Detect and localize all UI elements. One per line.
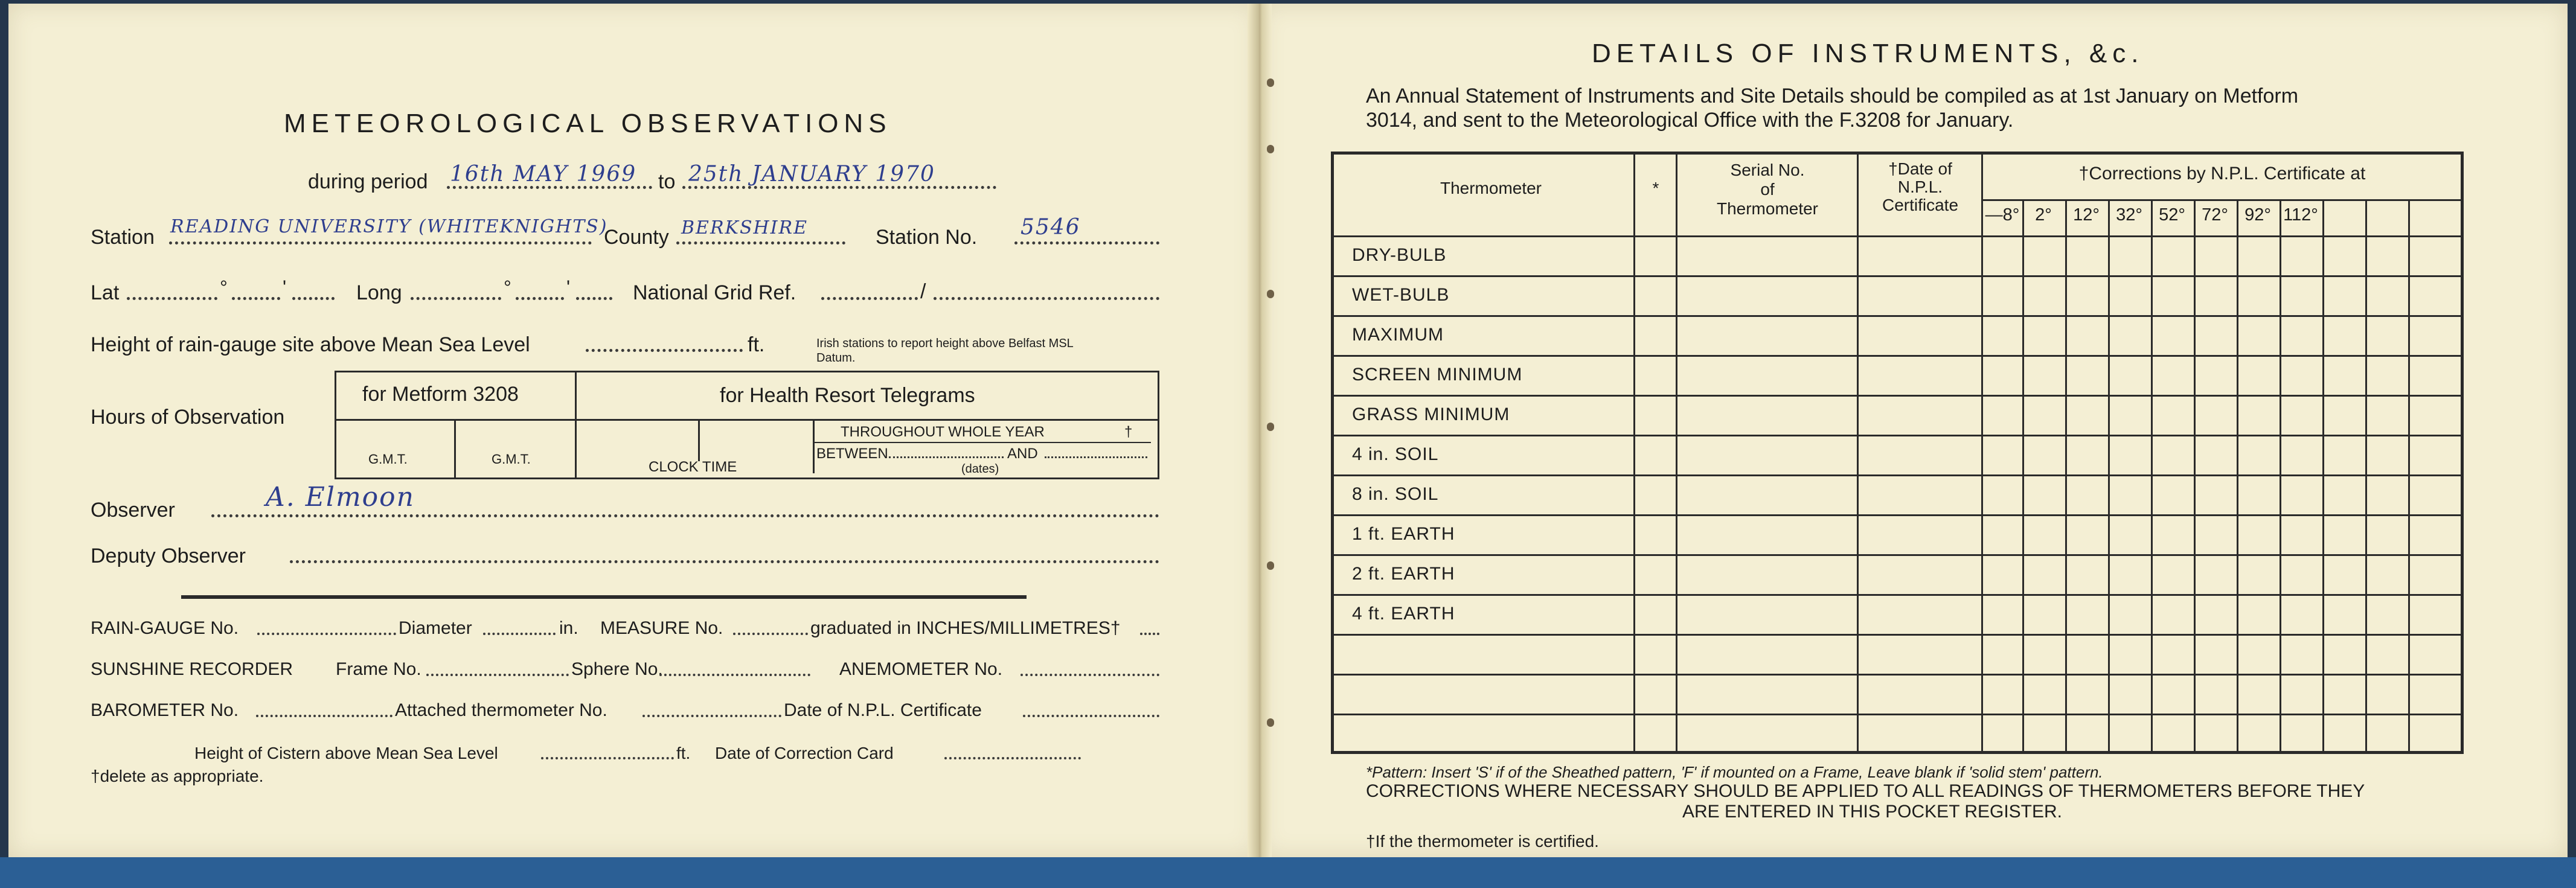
grid-ref-slash: / xyxy=(920,280,926,303)
period-from-value: 16th MAY 1969 xyxy=(450,162,637,187)
clock-time-label: CLOCK TIME xyxy=(649,459,737,475)
table-row xyxy=(1334,674,2461,676)
period-label: during period xyxy=(308,170,428,193)
npl-date-header-line-1: †Date of xyxy=(1888,159,1952,178)
table-row xyxy=(1334,474,2461,476)
npl-date-header-line-3: Certificate xyxy=(1882,196,1959,214)
corrections-header-divider xyxy=(1981,199,2461,201)
long-minute-mark: ' xyxy=(566,276,571,298)
temp-32: 32° xyxy=(2116,205,2142,225)
diameter-unit: in. xyxy=(559,618,578,638)
left-page-title: METEOROLOGICAL OBSERVATIONS xyxy=(284,109,892,138)
deputy-line xyxy=(290,560,1159,563)
binding-stitch xyxy=(1267,290,1274,298)
temp-2: 2° xyxy=(2035,205,2052,225)
row-label-8in-soil: 8 in. SOIL xyxy=(1352,484,1439,504)
rain-gauge-label: RAIN-GAUGE No. xyxy=(91,618,239,638)
height-label: Height of rain-gauge site above Mean Sea Level xyxy=(91,333,530,356)
diameter-line xyxy=(483,633,556,635)
sphere-no-line xyxy=(659,674,810,676)
anemometer-label: ANEMOMETER No. xyxy=(839,659,1003,679)
measure-label: MEASURE No. xyxy=(600,618,723,638)
row-label-maximum: MAXIMUM xyxy=(1352,325,1444,345)
row-label-grass-minimum: GRASS MINIMUM xyxy=(1352,404,1510,424)
col-divider xyxy=(1633,155,1635,751)
table-row xyxy=(1334,435,2461,436)
frame-no-line xyxy=(426,674,569,676)
binding-stitch xyxy=(1267,561,1274,570)
station-no-line xyxy=(1014,241,1159,244)
county-value: BERKSHIRE xyxy=(681,217,808,238)
between-label: BETWEEN xyxy=(816,446,888,462)
col-divider xyxy=(1981,155,1983,751)
table-row xyxy=(1334,714,2461,715)
pattern-note: *Pattern: Insert 'S' if of the Sheathed pattern, 'F' if mounted on a Frame, Leave blank if 'solid stem' pattern. xyxy=(1366,763,2103,781)
table-row xyxy=(1334,315,2461,317)
cistern-ft-unit: ft. xyxy=(676,744,691,762)
certified-note: †If the thermometer is certified. xyxy=(1366,832,1599,851)
binding-stitch xyxy=(1267,145,1274,153)
table-row xyxy=(1334,235,2461,237)
rain-gauge-line xyxy=(257,633,396,635)
binding-stitch xyxy=(1267,718,1274,727)
intro-line-1: An Annual Statement of Instruments and Site Details should be compiled as at 1st January on Metform xyxy=(1366,85,2299,107)
station-value: READING UNIVERSITY (WHITEKNIGHTS) xyxy=(170,216,608,237)
height-line xyxy=(586,349,743,352)
period-to-label: to xyxy=(658,170,676,193)
gmt-label-2: G.M.T. xyxy=(492,452,531,467)
graduated-label: graduated in INCHES/MILLIMETRES† xyxy=(810,618,1121,638)
row-label-wet-bulb: WET-BULB xyxy=(1352,285,1450,305)
sphere-no-label: Sphere No. xyxy=(571,659,663,679)
observer-label: Observer xyxy=(91,499,175,522)
throughout-divider xyxy=(813,419,815,473)
delete-note: †delete as appropriate. xyxy=(91,767,264,785)
deputy-observer-label: Deputy Observer xyxy=(91,545,246,567)
serial-header-line-3: Thermometer xyxy=(1716,199,1819,218)
row-label-dry-bulb: DRY-BULB xyxy=(1352,245,1447,265)
hours-of-observation-label: Hours of Observation xyxy=(91,406,285,429)
table-row xyxy=(1334,554,2461,556)
row-label-screen-minimum: SCREEN MINIMUM xyxy=(1352,365,1523,385)
npl-date-line xyxy=(1023,715,1159,717)
right-page-title: DETAILS OF INSTRUMENTS, &c. xyxy=(1592,39,2144,68)
long-end-line xyxy=(576,297,612,300)
barometer-line xyxy=(256,715,392,717)
cistern-line xyxy=(541,757,674,759)
lat-minute-mark: ' xyxy=(283,276,287,298)
throughout-label: THROUGHOUT WHOLE YEAR xyxy=(841,424,1045,440)
county-line xyxy=(676,241,845,244)
instruments-table xyxy=(1331,152,2464,754)
lat-end-line xyxy=(292,297,335,300)
throughout-dagger: † xyxy=(1124,424,1133,440)
corrections-note-line-2: ARE ENTERED IN THIS POCKET REGISTER. xyxy=(1682,802,2063,822)
temp-52: 52° xyxy=(2159,205,2185,225)
long-label: Long xyxy=(356,281,402,304)
county-label: County xyxy=(604,226,669,249)
attached-line xyxy=(642,715,781,717)
col-divider xyxy=(1676,155,1677,751)
diameter-label: Diameter xyxy=(399,618,472,638)
thermometer-header: Thermometer xyxy=(1440,179,1542,197)
table-row xyxy=(1334,514,2461,516)
between-line xyxy=(889,456,1004,458)
cistern-height-label: Height of Cistern above Mean Sea Level xyxy=(194,744,498,762)
dates-label: (dates) xyxy=(961,462,999,476)
binding-stitch xyxy=(1267,78,1274,87)
measure-line xyxy=(733,633,808,635)
period-to-value: 25th JANUARY 1970 xyxy=(688,162,935,187)
anemometer-line xyxy=(1020,674,1159,676)
station-no-label: Station No. xyxy=(876,226,978,249)
lat-deg-line xyxy=(127,297,217,300)
health-divider xyxy=(577,419,1159,421)
attached-thermometer-label: Attached thermometer No. xyxy=(395,700,607,720)
row-label-4ft-earth: 4 ft. EARTH xyxy=(1352,604,1455,624)
irish-note-line-2: Datum. xyxy=(816,351,856,365)
graduated-line xyxy=(1140,633,1159,635)
temp-72: 72° xyxy=(2202,205,2228,225)
npl-date-label: Date of N.P.L. Certificate xyxy=(784,700,982,720)
temp-minus-8: —8° xyxy=(1985,205,2020,225)
book-cover-cloth xyxy=(0,857,2576,888)
pattern-header: * xyxy=(1652,179,1659,197)
corrections-header: †Corrections by N.P.L. Certificate at xyxy=(2078,164,2366,184)
intro-line-2: 3014, and sent to the Meteorological Office with the F.3208 for January. xyxy=(1366,109,2014,132)
binding-stitch xyxy=(1267,423,1274,431)
temp-112: 112° xyxy=(2283,205,2318,225)
serial-header-line-1: Serial No. xyxy=(1730,161,1805,179)
correction-card-label: Date of Correction Card xyxy=(715,744,894,762)
and-label: AND xyxy=(1007,446,1038,462)
and-line xyxy=(1045,456,1147,458)
observer-signature: A. Elmoon xyxy=(266,482,415,513)
table-row xyxy=(1334,395,2461,397)
col-divider xyxy=(1857,155,1859,751)
long-degree-mark: ° xyxy=(504,276,511,298)
metform-header: for Metform 3208 xyxy=(362,383,519,406)
observer-line xyxy=(211,514,1159,517)
grid-ref-line-2 xyxy=(934,297,1159,300)
gmt-divider xyxy=(454,419,456,479)
temp-12: 12° xyxy=(2073,205,2100,225)
corrections-note-line-1: CORRECTIONS WHERE NECESSARY SHOULD BE APPLIED TO ALL READINGS OF THERMOMETERS BEFORE THEY xyxy=(1366,781,2365,801)
lat-degree-mark: ° xyxy=(220,276,228,298)
row-label-1ft-earth: 1 ft. EARTH xyxy=(1352,524,1455,544)
throughout-underline xyxy=(813,442,1151,443)
grid-ref-label: National Grid Ref. xyxy=(633,281,796,304)
barometer-label: BAROMETER No. xyxy=(91,700,239,720)
row-label-2ft-earth: 2 ft. EARTH xyxy=(1352,564,1455,584)
serial-header-line-2: of xyxy=(1760,180,1775,199)
row-label-4in-soil: 4 in. SOIL xyxy=(1352,444,1439,464)
hours-box-divider xyxy=(575,371,577,479)
section-rule xyxy=(181,595,1027,599)
table-row xyxy=(1334,634,2461,636)
height-ft-unit: ft. xyxy=(748,333,765,356)
station-label: Station xyxy=(91,226,155,249)
long-min-line xyxy=(516,297,564,300)
gmt-label-1: G.M.T. xyxy=(368,452,408,467)
correction-card-line xyxy=(944,757,1081,759)
long-deg-line xyxy=(411,297,501,300)
temp-92: 92° xyxy=(2244,205,2271,225)
health-header: for Health Resort Telegrams xyxy=(720,384,975,407)
irish-note-line-1: Irish stations to report height above Belfast MSL xyxy=(816,337,1074,350)
lat-label: Lat xyxy=(91,281,120,304)
grid-ref-line-1 xyxy=(821,297,918,300)
table-row xyxy=(1334,594,2461,596)
station-no-value: 5546 xyxy=(1020,215,1081,240)
lat-min-line xyxy=(232,297,280,300)
table-row xyxy=(1334,275,2461,277)
clock-divider xyxy=(698,419,700,461)
npl-date-header-line-2: N.P.L. xyxy=(1897,177,1943,196)
table-row xyxy=(1334,355,2461,357)
sunshine-recorder-label: SUNSHINE RECORDER xyxy=(91,659,293,679)
station-line xyxy=(169,241,592,244)
frame-no-label: Frame No. xyxy=(336,659,421,679)
